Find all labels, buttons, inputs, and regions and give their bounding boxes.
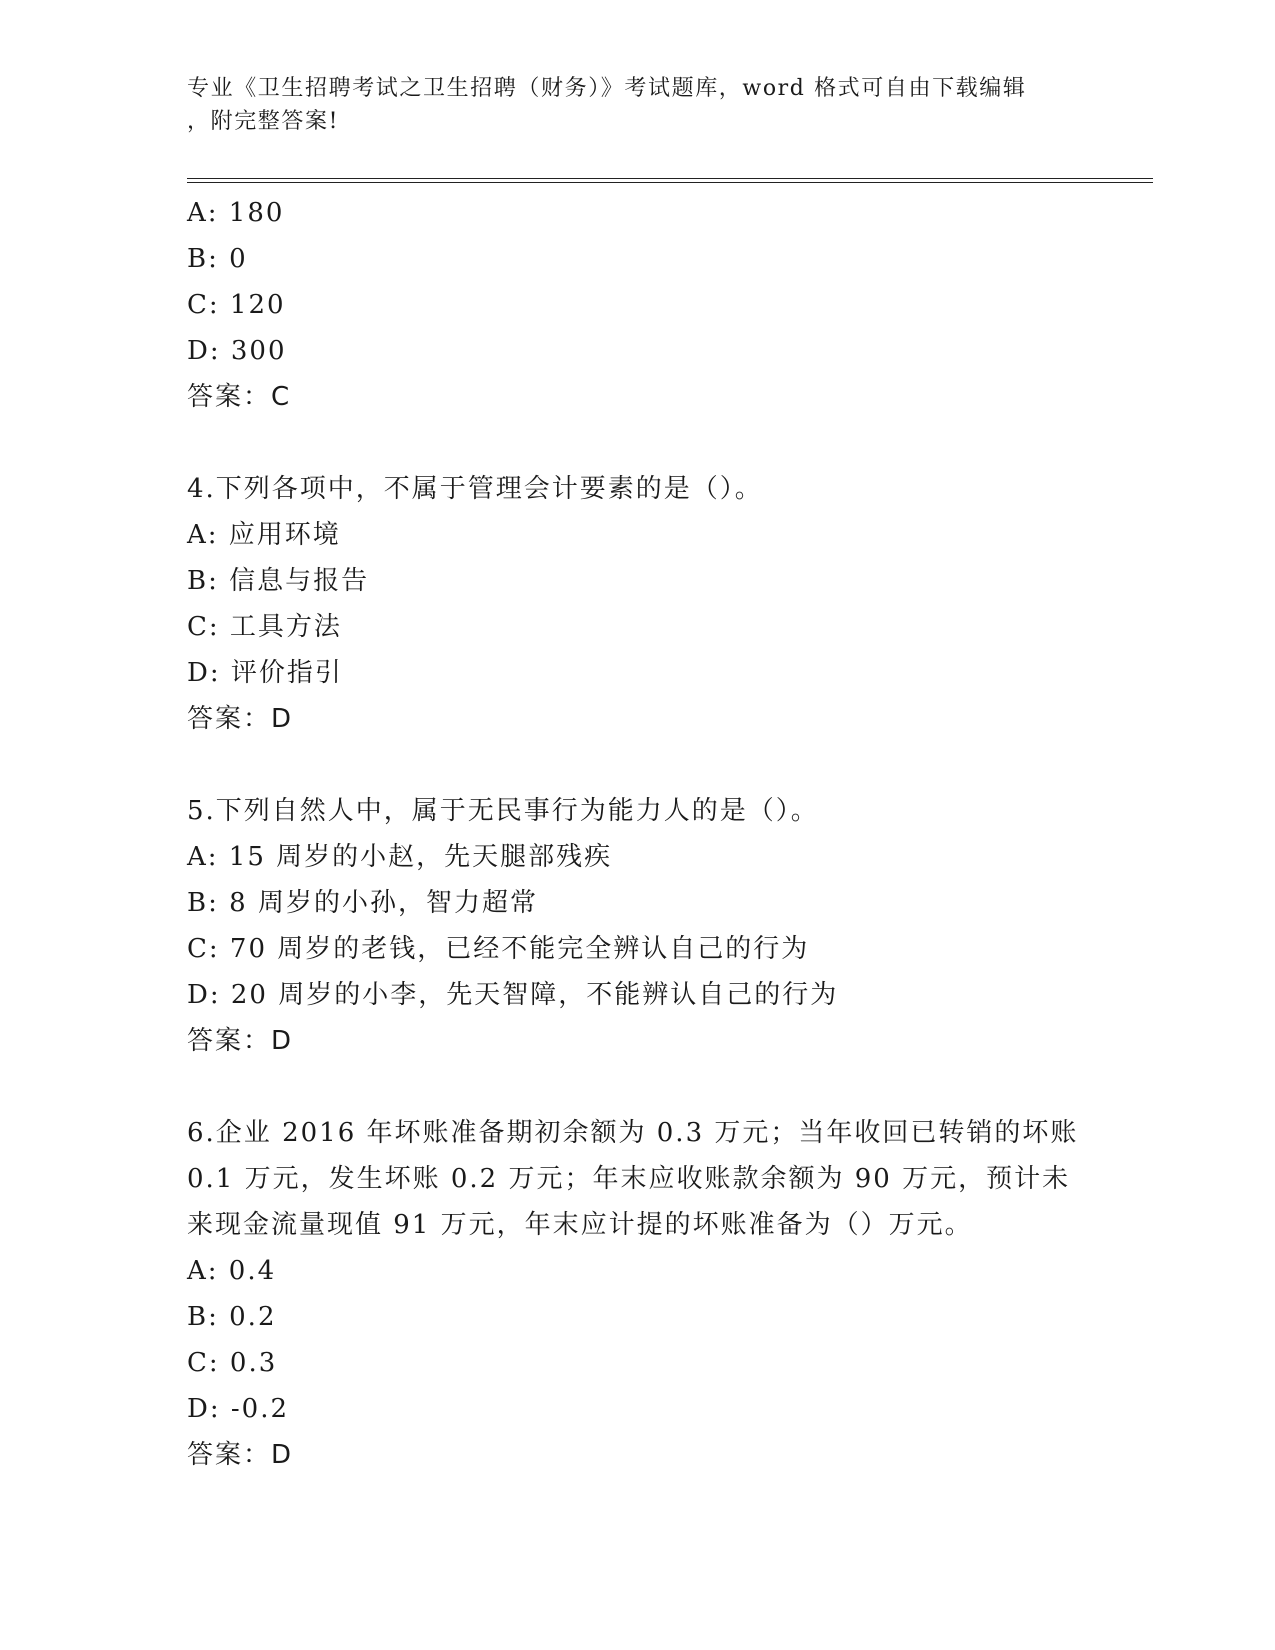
answer: 答案：C xyxy=(187,382,292,412)
option-a: A: 15 周岁的小赵，先天腿部残疾 xyxy=(187,842,613,872)
header-line-2: ，附完整答案! xyxy=(187,109,340,134)
question-stem-line-3: 来现金流量现值 91 万元，年末应计提的坏账准备为（）万元。 xyxy=(187,1210,973,1240)
option-b: B: 0 xyxy=(187,244,248,274)
spacer xyxy=(187,1064,1087,1110)
option-c: C: 工具方法 xyxy=(187,612,342,642)
option-c: C: 120 xyxy=(187,290,286,320)
header-line-1: 专业《卫生招聘考试之卫生招聘（财务）》考试题库，word 格式可自由下载编辑 xyxy=(187,76,1027,101)
option-d: D: -0.2 xyxy=(187,1394,290,1424)
option-b: B: 0.2 xyxy=(187,1302,277,1332)
option-d: D: 评价指引 xyxy=(187,658,343,688)
spacer xyxy=(187,420,1087,466)
question-5 xyxy=(187,788,1087,1064)
question-stem-line-1: 6.企业 2016 年坏账准备期初余额为 0.3 万元；当年收回已转销的坏账 xyxy=(187,1118,1079,1148)
option-a: A: 0.4 xyxy=(187,1256,277,1286)
question-6 xyxy=(187,1110,1087,1478)
option-a: A: 应用环境 xyxy=(187,520,341,550)
question-stem-line-2: 0.1 万元，发生坏账 0.2 万元；年末应收账款余额为 90 万元，预计未 xyxy=(187,1164,1071,1194)
option-c: C: 70 周岁的老钱，已经不能完全辨认自己的行为 xyxy=(187,934,810,964)
question-list xyxy=(187,190,1087,1478)
option-d: D: 300 xyxy=(187,336,287,366)
option-a: A: 180 xyxy=(187,198,285,228)
answer: 答案：D xyxy=(187,1440,294,1470)
answer: 答案：D xyxy=(187,704,294,734)
spacer xyxy=(187,742,1087,788)
question-4 xyxy=(187,466,1087,742)
header-rule-bottom xyxy=(187,182,1153,183)
question-3 xyxy=(187,190,1087,420)
option-b: B: 信息与报告 xyxy=(187,566,370,596)
question-stem: 4.下列各项中，不属于管理会计要素的是（）。 xyxy=(187,474,763,504)
answer: 答案：D xyxy=(187,1026,294,1056)
document-header xyxy=(187,72,1087,138)
option-c: C: 0.3 xyxy=(187,1348,278,1378)
question-stem: 5.下列自然人中，属于无民事行为能力人的是（）。 xyxy=(187,796,819,826)
option-d: D: 20 周岁的小李，先天智障，不能辨认自己的行为 xyxy=(187,980,839,1010)
option-b: B: 8 周岁的小孙，智力超常 xyxy=(187,888,538,918)
header-rule-top xyxy=(187,178,1153,179)
